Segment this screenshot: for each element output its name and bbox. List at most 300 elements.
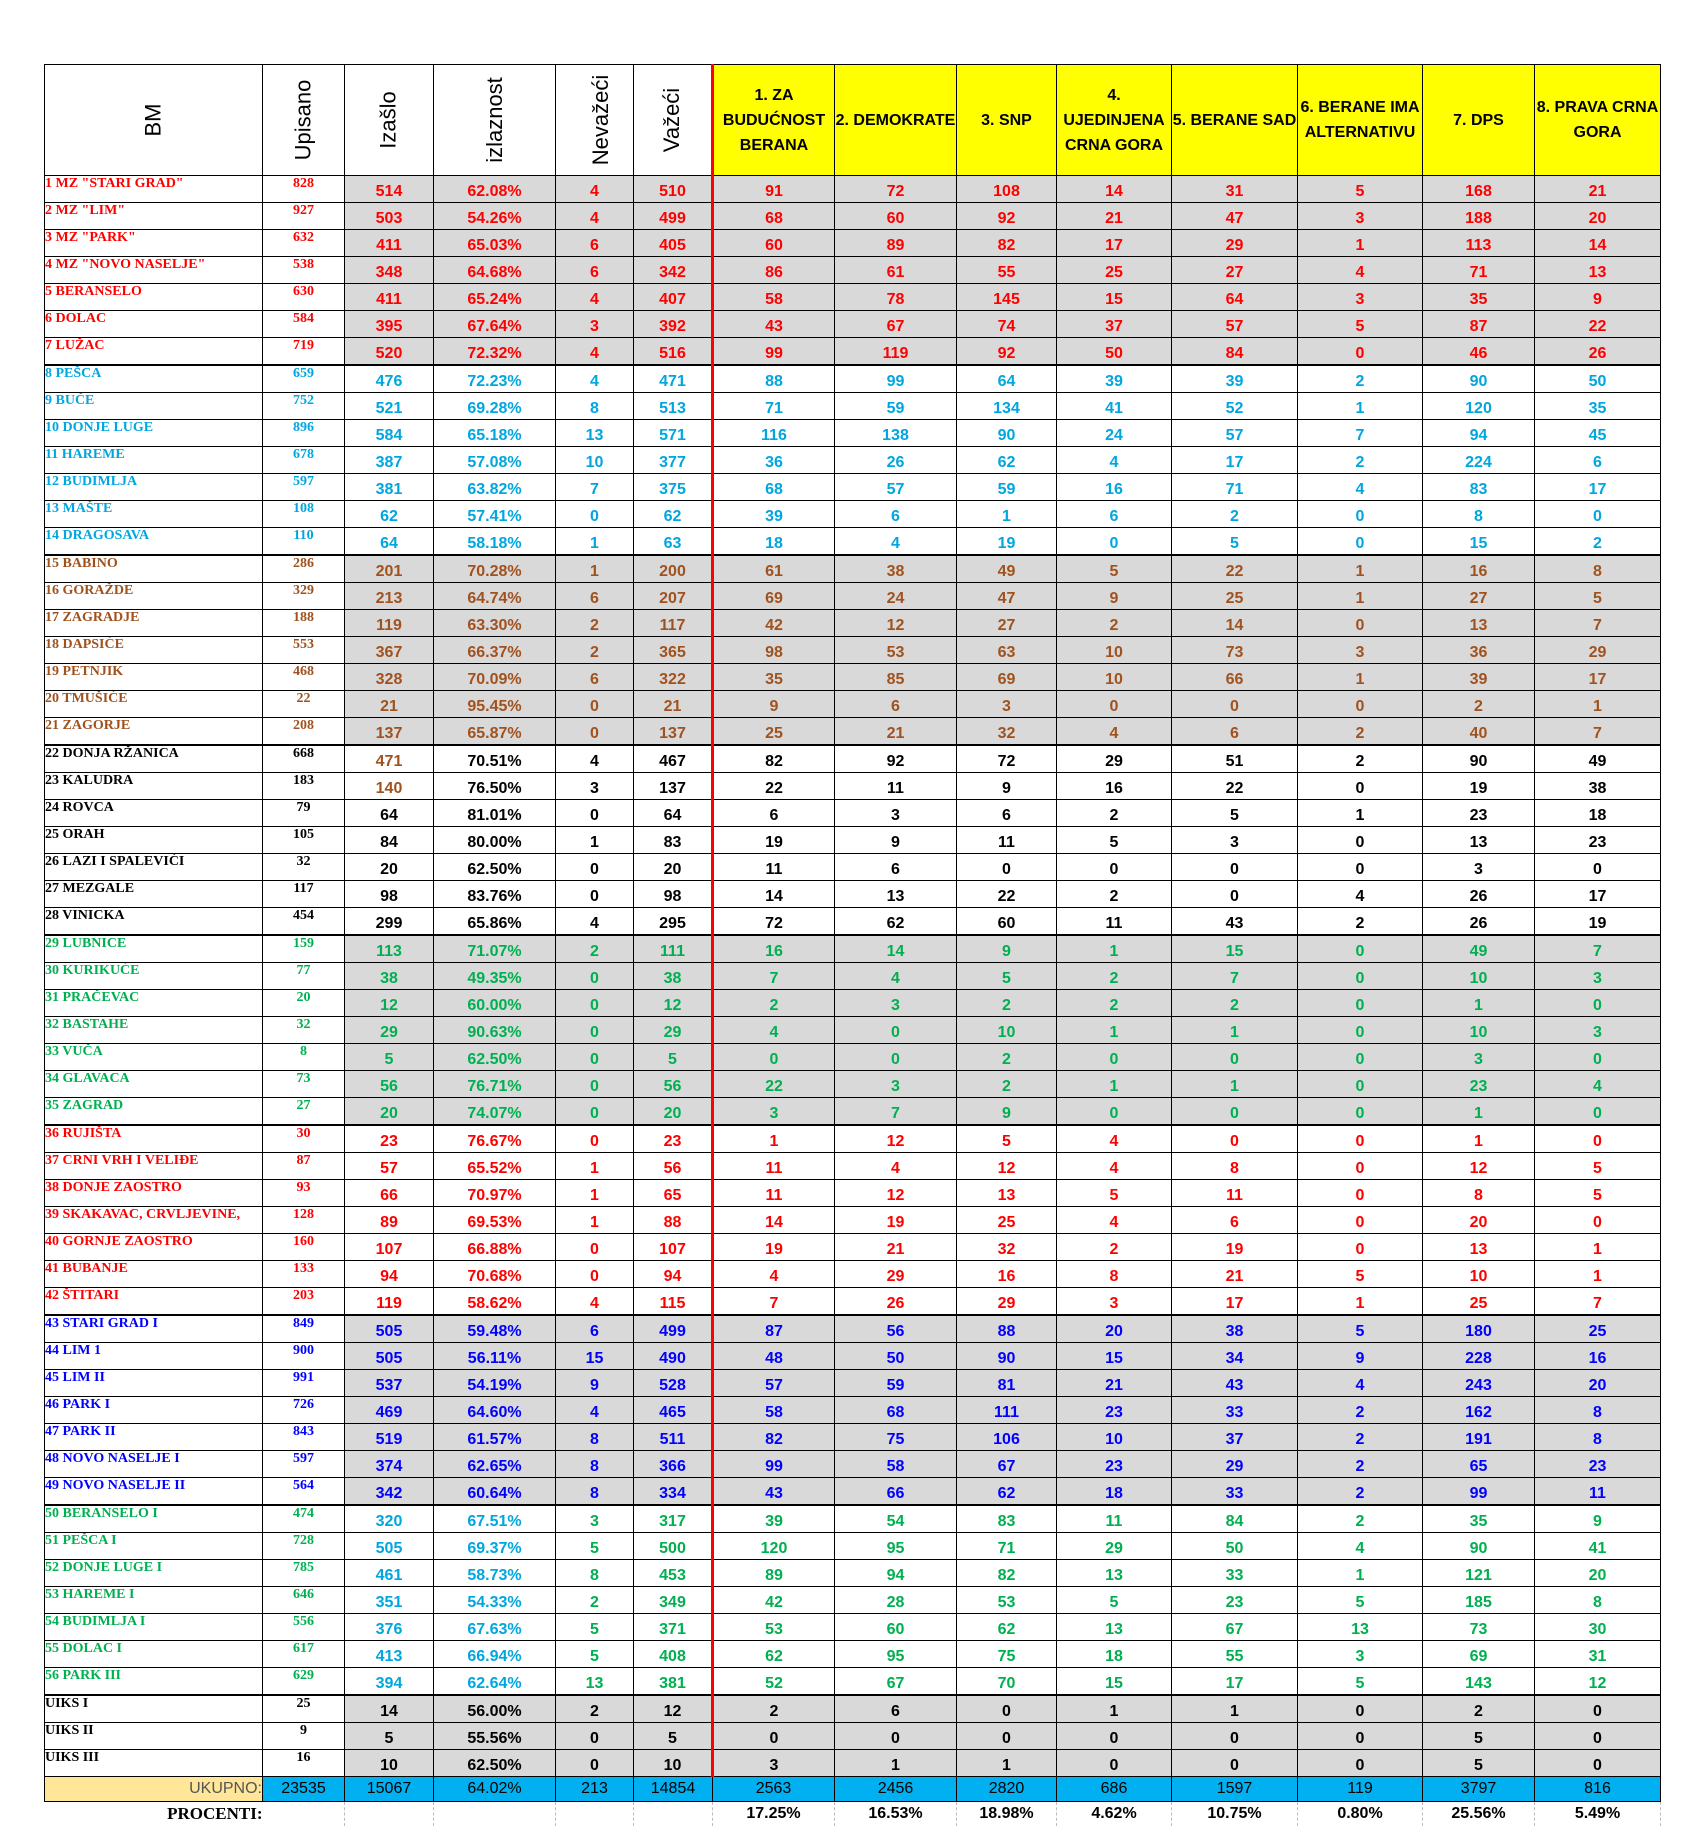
table-row: [45, 718, 1661, 746]
vazeci-cell: 453: [634, 1560, 713, 1587]
party-6-votes: 1: [1298, 664, 1423, 691]
upisano-cell: 659: [263, 365, 345, 393]
party-1-votes: 60: [713, 230, 835, 257]
nevazeci-cell: 8: [556, 1560, 634, 1587]
vazeci-cell: 117: [634, 610, 713, 637]
party-7-votes: 15: [1423, 528, 1535, 556]
party-4-votes: 15: [1057, 1668, 1172, 1696]
station-name: 52 DONJE LUGE I: [45, 1560, 263, 1587]
party-5-votes: 8: [1172, 1153, 1298, 1180]
table-row: [45, 881, 1661, 908]
party-2-votes: 68: [835, 1397, 957, 1424]
header-party-3: 3. SNP: [957, 65, 1057, 176]
station-name: 56 PARK III: [45, 1668, 263, 1696]
party-6-votes: 0: [1298, 1234, 1423, 1261]
nevazeci-cell: 8: [556, 393, 634, 420]
party-8-votes: 16: [1535, 1343, 1661, 1370]
nevazeci-cell: 8: [556, 1451, 634, 1478]
upisano-cell: 719: [263, 338, 345, 366]
party-3-votes: 145: [957, 284, 1057, 311]
total-izaslo: 15067: [345, 1777, 434, 1802]
izlaznost-cell: 60.00%: [434, 990, 556, 1017]
party-4-votes: 4: [1057, 1125, 1172, 1153]
header-nevazeci: Nevažeći: [556, 65, 634, 176]
nevazeci-cell: 0: [556, 1098, 634, 1126]
upisano-cell: 828: [263, 176, 345, 203]
party-7-votes: 3: [1423, 1044, 1535, 1071]
header-party-1: 1. ZA BUDUĆNOST BERANA: [713, 65, 835, 176]
total-izlaznost: 64.02%: [434, 1777, 556, 1802]
izaslo-cell: 395: [345, 311, 434, 338]
party-8-votes: 23: [1535, 827, 1661, 854]
party-2-votes: 50: [835, 1343, 957, 1370]
party-7-votes: 185: [1423, 1587, 1535, 1614]
party-3-votes: 90: [957, 1343, 1057, 1370]
nevazeci-cell: 5: [556, 1533, 634, 1560]
party-7-votes: 168: [1423, 176, 1535, 203]
upisano-cell: 843: [263, 1424, 345, 1451]
table-row: [45, 1587, 1661, 1614]
table-row: [45, 1397, 1661, 1424]
table-row: [45, 365, 1661, 393]
header-row: [45, 65, 1661, 176]
party-5-votes: 55: [1172, 1641, 1298, 1668]
vazeci-cell: 21: [634, 691, 713, 718]
party-6-votes: 0: [1298, 501, 1423, 528]
total-party-7: 3797: [1423, 1777, 1535, 1802]
izaslo-cell: 20: [345, 1098, 434, 1126]
nevazeci-cell: 6: [556, 664, 634, 691]
party-6-votes: 5: [1298, 1315, 1423, 1343]
table-row: [45, 773, 1661, 800]
upisano-cell: 128: [263, 1207, 345, 1234]
station-name: 49 NOVO NASELJE II: [45, 1478, 263, 1506]
izaslo-cell: 5: [345, 1723, 434, 1750]
nevazeci-cell: 1: [556, 555, 634, 583]
izlaznost-cell: 54.19%: [434, 1370, 556, 1397]
party-2-votes: 9: [835, 827, 957, 854]
party-2-votes: 21: [835, 718, 957, 746]
party-5-votes: 6: [1172, 1207, 1298, 1234]
nevazeci-cell: 13: [556, 420, 634, 447]
nevazeci-cell: 1: [556, 1180, 634, 1207]
table-row: [45, 1533, 1661, 1560]
party-3-votes: 90: [957, 420, 1057, 447]
izaslo-cell: 14: [345, 1695, 434, 1723]
table-row: [45, 1370, 1661, 1397]
header-party-5: 5. BERANE SAD: [1172, 65, 1298, 176]
party-7-votes: 162: [1423, 1397, 1535, 1424]
party-1-votes: 0: [713, 1723, 835, 1750]
table-row: [45, 176, 1661, 203]
party-3-votes: 0: [957, 854, 1057, 881]
table-row: [45, 1695, 1661, 1723]
party-1-votes: 89: [713, 1560, 835, 1587]
party-4-votes: 5: [1057, 1180, 1172, 1207]
percent-empty-cell: [434, 1802, 556, 1826]
party-3-votes: 134: [957, 393, 1057, 420]
upisano-cell: 678: [263, 447, 345, 474]
party-7-votes: 23: [1423, 800, 1535, 827]
table-row: [45, 230, 1661, 257]
party-1-votes: 9: [713, 691, 835, 718]
station-name: 29 LUBNICE: [45, 935, 263, 963]
party-3-votes: 74: [957, 311, 1057, 338]
party-1-votes: 48: [713, 1343, 835, 1370]
party-1-votes: 36: [713, 447, 835, 474]
total-party-1: 2563: [713, 1777, 835, 1802]
party-6-votes: 0: [1298, 610, 1423, 637]
party-3-votes: 69: [957, 664, 1057, 691]
party-4-votes: 3: [1057, 1288, 1172, 1316]
header-party-4: 4. UJEDINJENA CRNA GORA: [1057, 65, 1172, 176]
party-8-votes: 5: [1535, 583, 1661, 610]
party-6-votes: 0: [1298, 935, 1423, 963]
izlaznost-cell: 65.24%: [434, 284, 556, 311]
table-row: [45, 338, 1661, 366]
station-name: 21 ZAGORJE: [45, 718, 263, 746]
izlaznost-cell: 66.94%: [434, 1641, 556, 1668]
party-8-votes: 22: [1535, 311, 1661, 338]
party-8-votes: 9: [1535, 1505, 1661, 1533]
percent-party-8: 5.49%: [1535, 1802, 1661, 1826]
table-row: [45, 1424, 1661, 1451]
party-6-votes: 1: [1298, 1288, 1423, 1316]
nevazeci-cell: 4: [556, 284, 634, 311]
party-4-votes: 11: [1057, 1505, 1172, 1533]
party-3-votes: 111: [957, 1397, 1057, 1424]
party-8-votes: 6: [1535, 447, 1661, 474]
izlaznost-cell: 56.00%: [434, 1695, 556, 1723]
party-4-votes: 0: [1057, 1044, 1172, 1071]
total-upisano: 23535: [263, 1777, 345, 1802]
party-6-votes: 0: [1298, 854, 1423, 881]
party-5-votes: 0: [1172, 1723, 1298, 1750]
nevazeci-cell: 8: [556, 1424, 634, 1451]
nevazeci-cell: 3: [556, 1505, 634, 1533]
izlaznost-cell: 64.68%: [434, 257, 556, 284]
party-5-votes: 22: [1172, 773, 1298, 800]
vazeci-cell: 334: [634, 1478, 713, 1506]
party-8-votes: 0: [1535, 854, 1661, 881]
party-4-votes: 15: [1057, 284, 1172, 311]
party-5-votes: 0: [1172, 1098, 1298, 1126]
party-6-votes: 0: [1298, 691, 1423, 718]
upisano-cell: 564: [263, 1478, 345, 1506]
izlaznost-cell: 72.23%: [434, 365, 556, 393]
table-row: [45, 555, 1661, 583]
party-6-votes: 3: [1298, 284, 1423, 311]
party-4-votes: 18: [1057, 1641, 1172, 1668]
upisano-cell: 25: [263, 1695, 345, 1723]
upisano-cell: 32: [263, 854, 345, 881]
party-3-votes: 9: [957, 935, 1057, 963]
party-1-votes: 71: [713, 393, 835, 420]
party-4-votes: 0: [1057, 1098, 1172, 1126]
station-name: 23 KALUDRA: [45, 773, 263, 800]
party-8-votes: 0: [1535, 1695, 1661, 1723]
party-6-votes: 1: [1298, 800, 1423, 827]
table-row: [45, 420, 1661, 447]
party-8-votes: 23: [1535, 1451, 1661, 1478]
party-8-votes: 29: [1535, 637, 1661, 664]
izaslo-cell: 342: [345, 1478, 434, 1506]
izaslo-cell: 471: [345, 745, 434, 773]
station-name: 1 MZ "STARI GRAD": [45, 176, 263, 203]
vazeci-cell: 88: [634, 1207, 713, 1234]
vazeci-cell: 528: [634, 1370, 713, 1397]
party-7-votes: 90: [1423, 745, 1535, 773]
station-name: 16 GORAŽDE: [45, 583, 263, 610]
izlaznost-cell: 62.50%: [434, 1750, 556, 1777]
izaslo-cell: 56: [345, 1071, 434, 1098]
izaslo-cell: 520: [345, 338, 434, 366]
izlaznost-cell: 57.41%: [434, 501, 556, 528]
party-8-votes: 3: [1535, 963, 1661, 990]
party-7-votes: 13: [1423, 1234, 1535, 1261]
party-2-votes: 61: [835, 257, 957, 284]
upisano-cell: 927: [263, 203, 345, 230]
party-5-votes: 50: [1172, 1533, 1298, 1560]
party-4-votes: 1: [1057, 935, 1172, 963]
party-6-votes: 2: [1298, 1451, 1423, 1478]
nevazeci-cell: 1: [556, 1153, 634, 1180]
upisano-cell: 16: [263, 1750, 345, 1777]
station-name: 28 VINICKA: [45, 908, 263, 936]
party-3-votes: 53: [957, 1587, 1057, 1614]
party-3-votes: 9: [957, 1098, 1057, 1126]
party-1-votes: 6: [713, 800, 835, 827]
izaslo-cell: 374: [345, 1451, 434, 1478]
vazeci-cell: 490: [634, 1343, 713, 1370]
izlaznost-cell: 62.50%: [434, 854, 556, 881]
izlaznost-cell: 57.08%: [434, 447, 556, 474]
izaslo-cell: 351: [345, 1587, 434, 1614]
party-1-votes: 2: [713, 1695, 835, 1723]
station-name: 3 MZ "PARK": [45, 230, 263, 257]
party-8-votes: 14: [1535, 230, 1661, 257]
station-name: UIKS I: [45, 1695, 263, 1723]
table-row: [45, 1343, 1661, 1370]
izlaznost-cell: 83.76%: [434, 881, 556, 908]
table-row: [45, 1207, 1661, 1234]
party-6-votes: 2: [1298, 718, 1423, 746]
vazeci-cell: 365: [634, 637, 713, 664]
upisano-cell: 159: [263, 935, 345, 963]
party-4-votes: 2: [1057, 881, 1172, 908]
party-1-votes: 3: [713, 1098, 835, 1126]
upisano-cell: 900: [263, 1343, 345, 1370]
table-row: [45, 474, 1661, 501]
party-1-votes: 19: [713, 1234, 835, 1261]
party-7-votes: 121: [1423, 1560, 1535, 1587]
table-row: [45, 854, 1661, 881]
party-6-votes: 1: [1298, 230, 1423, 257]
party-4-votes: 6: [1057, 501, 1172, 528]
vazeci-cell: 12: [634, 990, 713, 1017]
party-1-votes: 11: [713, 854, 835, 881]
vazeci-cell: 371: [634, 1614, 713, 1641]
izaslo-cell: 503: [345, 203, 434, 230]
station-name: 54 BUDIMLJA I: [45, 1614, 263, 1641]
station-name: 20 TMUŠIĆE: [45, 691, 263, 718]
party-3-votes: 2: [957, 1071, 1057, 1098]
table-row: [45, 1261, 1661, 1288]
percent-party-4: 4.62%: [1057, 1802, 1172, 1826]
izaslo-cell: 387: [345, 447, 434, 474]
party-2-votes: 67: [835, 311, 957, 338]
nevazeci-cell: 13: [556, 1668, 634, 1696]
party-3-votes: 82: [957, 230, 1057, 257]
party-2-votes: 12: [835, 1125, 957, 1153]
party-6-votes: 0: [1298, 827, 1423, 854]
table-row: [45, 610, 1661, 637]
party-7-votes: 113: [1423, 230, 1535, 257]
vazeci-cell: 29: [634, 1017, 713, 1044]
vazeci-cell: 295: [634, 908, 713, 936]
table-row: [45, 963, 1661, 990]
izlaznost-cell: 80.00%: [434, 827, 556, 854]
party-7-votes: 1: [1423, 1125, 1535, 1153]
party-1-votes: 53: [713, 1614, 835, 1641]
izlaznost-cell: 62.50%: [434, 1044, 556, 1071]
izlaznost-cell: 64.74%: [434, 583, 556, 610]
party-2-votes: 99: [835, 365, 957, 393]
party-7-votes: 10: [1423, 1017, 1535, 1044]
nevazeci-cell: 4: [556, 338, 634, 366]
party-5-votes: 31: [1172, 176, 1298, 203]
party-7-votes: 228: [1423, 1343, 1535, 1370]
vazeci-cell: 377: [634, 447, 713, 474]
vazeci-cell: 349: [634, 1587, 713, 1614]
party-2-votes: 58: [835, 1451, 957, 1478]
party-5-votes: 71: [1172, 474, 1298, 501]
table-row: [45, 583, 1661, 610]
izaslo-cell: 89: [345, 1207, 434, 1234]
party-5-votes: 7: [1172, 963, 1298, 990]
party-6-votes: 9: [1298, 1343, 1423, 1370]
party-5-votes: 43: [1172, 1370, 1298, 1397]
header-bm: BM: [45, 65, 263, 176]
nevazeci-cell: 4: [556, 745, 634, 773]
party-2-votes: 53: [835, 637, 957, 664]
party-1-votes: 61: [713, 555, 835, 583]
vazeci-cell: 62: [634, 501, 713, 528]
party-5-votes: 57: [1172, 311, 1298, 338]
vazeci-cell: 375: [634, 474, 713, 501]
party-5-votes: 3: [1172, 827, 1298, 854]
party-8-votes: 0: [1535, 1098, 1661, 1126]
station-name: 22 DONJA RŽANICA: [45, 745, 263, 773]
izlaznost-cell: 58.62%: [434, 1288, 556, 1316]
party-6-votes: 1: [1298, 555, 1423, 583]
izlaznost-cell: 74.07%: [434, 1098, 556, 1126]
party-6-votes: 0: [1298, 1044, 1423, 1071]
party-2-votes: 26: [835, 1288, 957, 1316]
nevazeci-cell: 0: [556, 1723, 634, 1750]
nevazeci-cell: 9: [556, 1370, 634, 1397]
percent-party-5: 10.75%: [1172, 1802, 1298, 1826]
izaslo-cell: 23: [345, 1125, 434, 1153]
percent-party-7: 25.56%: [1423, 1802, 1535, 1826]
party-2-votes: 95: [835, 1533, 957, 1560]
table-row: [45, 284, 1661, 311]
izaslo-cell: 140: [345, 773, 434, 800]
party-3-votes: 2: [957, 1044, 1057, 1071]
upisano-cell: 617: [263, 1641, 345, 1668]
party-8-votes: 7: [1535, 935, 1661, 963]
party-6-votes: 3: [1298, 1641, 1423, 1668]
party-3-votes: 59: [957, 474, 1057, 501]
party-1-votes: 14: [713, 881, 835, 908]
izlaznost-cell: 76.50%: [434, 773, 556, 800]
upisano-cell: 8: [263, 1044, 345, 1071]
izaslo-cell: 12: [345, 990, 434, 1017]
party-6-votes: 0: [1298, 338, 1423, 366]
party-4-votes: 41: [1057, 393, 1172, 420]
upisano-cell: 785: [263, 1560, 345, 1587]
party-7-votes: 94: [1423, 420, 1535, 447]
party-5-votes: 6: [1172, 718, 1298, 746]
party-4-votes: 0: [1057, 691, 1172, 718]
izaslo-cell: 537: [345, 1370, 434, 1397]
table-row: [45, 691, 1661, 718]
upisano-cell: 27: [263, 1098, 345, 1126]
party-3-votes: 22: [957, 881, 1057, 908]
party-5-votes: 33: [1172, 1478, 1298, 1506]
nevazeci-cell: 2: [556, 1587, 634, 1614]
party-8-votes: 35: [1535, 393, 1661, 420]
party-6-votes: 0: [1298, 1750, 1423, 1777]
party-3-votes: 63: [957, 637, 1057, 664]
percent-empty-cell: [263, 1802, 345, 1826]
party-8-votes: 12: [1535, 1668, 1661, 1696]
party-3-votes: 5: [957, 1125, 1057, 1153]
nevazeci-cell: 0: [556, 1044, 634, 1071]
party-1-votes: 82: [713, 745, 835, 773]
table-row: [45, 1723, 1661, 1750]
party-8-votes: 2: [1535, 528, 1661, 556]
party-4-votes: 0: [1057, 1750, 1172, 1777]
upisano-cell: 79: [263, 800, 345, 827]
party-1-votes: 18: [713, 528, 835, 556]
izlaznost-cell: 65.86%: [434, 908, 556, 936]
upisano-cell: 991: [263, 1370, 345, 1397]
party-2-votes: 94: [835, 1560, 957, 1587]
party-1-votes: 4: [713, 1261, 835, 1288]
party-2-votes: 0: [835, 1723, 957, 1750]
party-6-votes: 0: [1298, 1695, 1423, 1723]
izlaznost-cell: 61.57%: [434, 1424, 556, 1451]
vazeci-cell: 465: [634, 1397, 713, 1424]
party-4-votes: 13: [1057, 1560, 1172, 1587]
izlaznost-cell: 71.07%: [434, 935, 556, 963]
party-2-votes: 78: [835, 284, 957, 311]
party-8-votes: 3: [1535, 1017, 1661, 1044]
vazeci-cell: 56: [634, 1153, 713, 1180]
party-7-votes: 35: [1423, 1505, 1535, 1533]
vazeci-cell: 510: [634, 176, 713, 203]
party-6-votes: 0: [1298, 528, 1423, 556]
party-3-votes: 83: [957, 1505, 1057, 1533]
izaslo-cell: 320: [345, 1505, 434, 1533]
party-1-votes: 11: [713, 1153, 835, 1180]
vazeci-cell: 511: [634, 1424, 713, 1451]
party-8-votes: 7: [1535, 610, 1661, 637]
izaslo-cell: 505: [345, 1315, 434, 1343]
upisano-cell: 30: [263, 1125, 345, 1153]
party-7-votes: 90: [1423, 1533, 1535, 1560]
